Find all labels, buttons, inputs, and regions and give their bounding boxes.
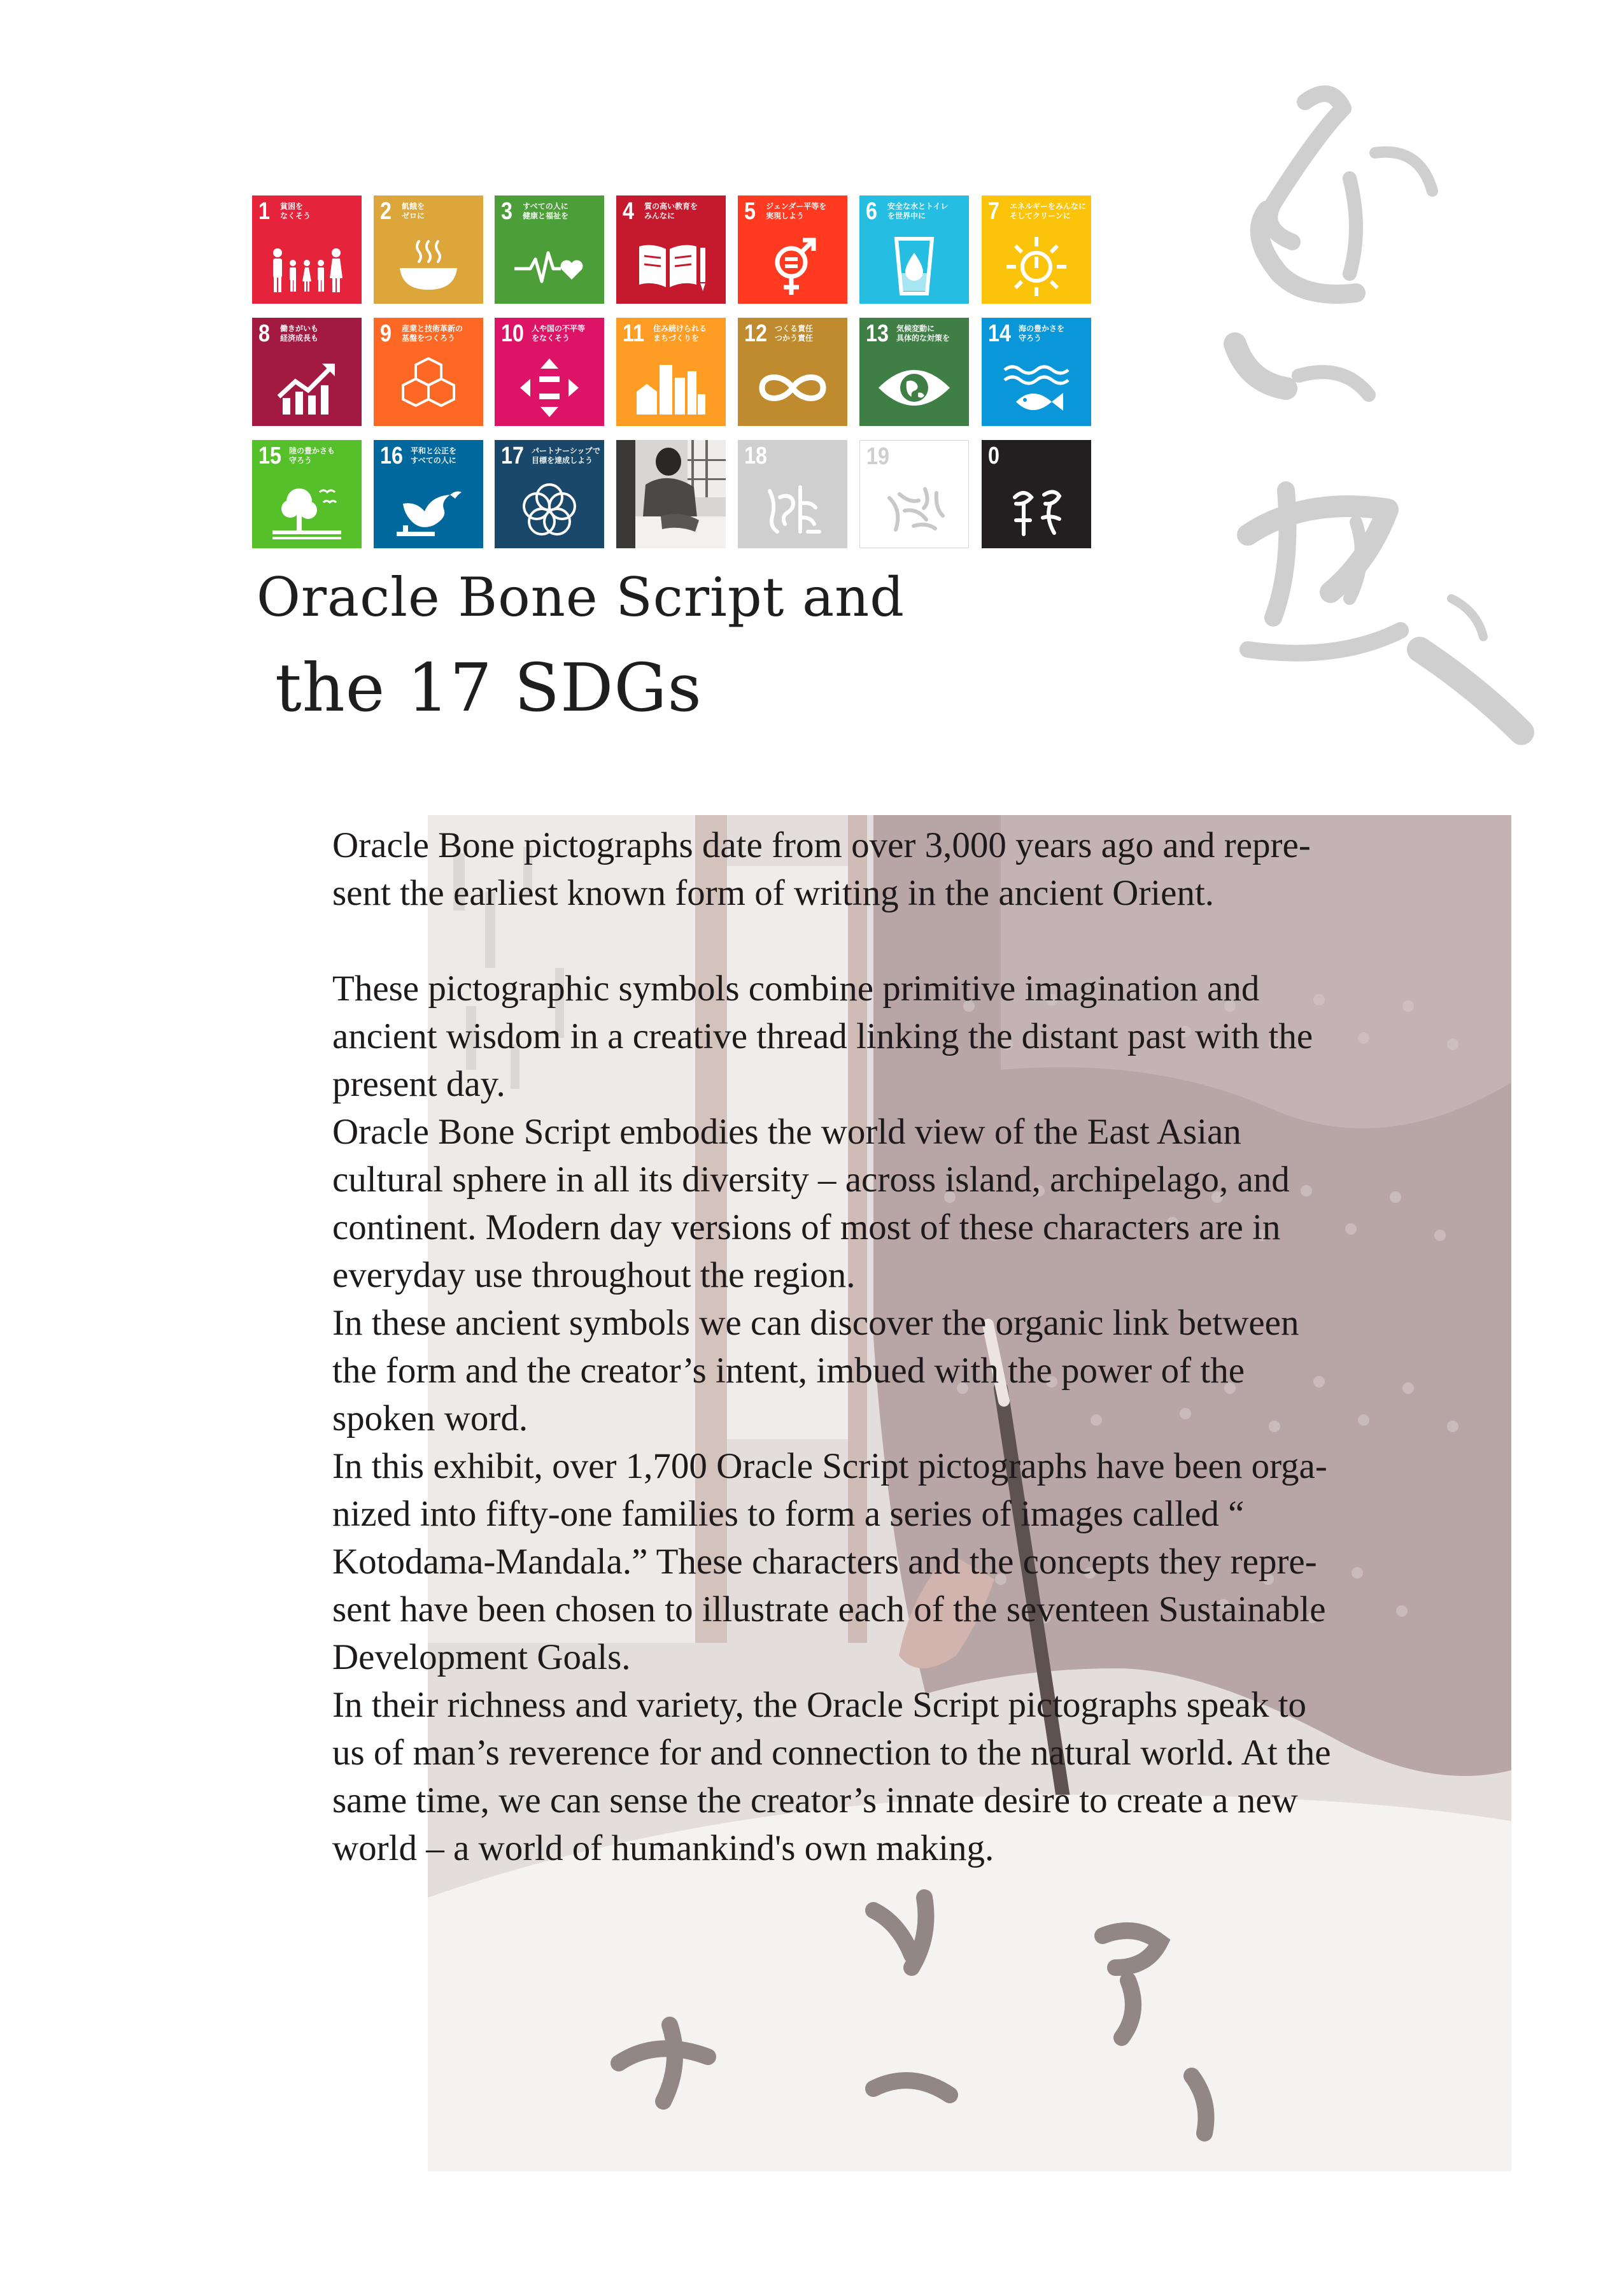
sdg-tile-16: [374, 440, 483, 548]
page-title-line-2: the 17 SDGs: [275, 649, 702, 727]
oracle-glyph-icon: [998, 478, 1075, 542]
sdg-number: 3: [501, 198, 512, 225]
oracle-glyph-icon: [877, 479, 953, 543]
paragraph-world-view: Oracle Bone Script embodies the world view of the East Asian cultural sphere in all its diversity – across island, archipelago, and continent. Modern day versions of most of these characters are in everyday use throughout the region.: [332, 1112, 1290, 1295]
sdg-number: 17: [501, 443, 524, 469]
paragraph-intro: Oracle Bone pictographs date from over 3,000 years ago and repre- sent the earliest known form of writing in the ancient Orient.: [332, 825, 1311, 913]
sdg-number: 13: [866, 320, 889, 347]
sdg-number: 14: [988, 320, 1011, 347]
partnership-rings-icon: [511, 478, 588, 542]
earth-eye-icon: [876, 356, 952, 420]
sdg-number: 12: [744, 320, 767, 347]
sdg-number: 9: [380, 320, 392, 347]
sdg-caption: 平和と公正を すべての人に: [411, 446, 457, 465]
city-buildings-icon: [633, 356, 709, 420]
sdg-icon-grid: [252, 195, 1091, 550]
body-text: [332, 821, 1510, 1872]
oracle-glyph-icon: [754, 478, 831, 542]
calligrapher-photo: [616, 440, 726, 548]
sdg-caption: 人や国の不平等 をなくそう: [532, 324, 586, 343]
cubes-icon: [390, 356, 467, 420]
sdg-number: 2: [380, 198, 392, 225]
sdg-caption: 産業と技術革新の 基盤をつくろう: [402, 324, 463, 343]
sdg-caption: 貧困を なくそう: [280, 202, 311, 220]
bowl-icon: [390, 234, 467, 297]
sdg-caption: つくる責任 つかう責任: [775, 324, 814, 343]
sdg-caption: 陸の豊かさも 守ろう: [289, 446, 335, 465]
sdg-caption: 住み続けられる まちづくりを: [653, 324, 707, 343]
sdg-caption: 質の高い教育を みんなに: [644, 202, 698, 220]
calligraphy-brushwork: [1210, 76, 1541, 770]
sdg-tile-6: [859, 195, 969, 304]
sdg-caption: 気候変動に 具体的な対策を: [896, 324, 950, 343]
sdg-number: 16: [380, 443, 403, 469]
sdg-tile-4: [616, 195, 726, 304]
sdg-tile-12: [738, 318, 847, 426]
sdg-tile-7: [982, 195, 1091, 304]
sdg-caption: ジェンダー平等を 実現しよう: [766, 202, 827, 220]
paragraph-exhibit: In this exhibit, over 1,700 Oracle Script pictographs have been orga- nized into fifty-one families to form a series of images called “ Kotodama-Mandala.” These characters and the concepts they repre- sent have been chosen to illustrate each of the seventeen Sustainable Development Goals.: [332, 1446, 1327, 1677]
dove-gavel-icon: [390, 478, 467, 542]
water-glass-icon: [876, 234, 952, 297]
sdg-number: 5: [744, 198, 756, 225]
sdg-number: 10: [501, 320, 524, 347]
sdg-tile-18: [738, 440, 847, 548]
sdg-number: 1: [258, 198, 270, 225]
sdg-tile-9: [374, 318, 483, 426]
sdg-caption: 安全な水とトイレ を世界中に: [887, 202, 949, 220]
fish-waves-icon: [998, 356, 1075, 420]
sdg-tile-2: [374, 195, 483, 304]
sdg-number: 7: [988, 198, 999, 225]
page-title-line-1: Oracle Bone Script and: [257, 566, 905, 628]
sdg-tile-17: [495, 440, 604, 548]
sdg-number: 8: [258, 320, 270, 347]
sdg-number: 18: [744, 443, 767, 469]
tree-birds-icon: [269, 478, 345, 542]
sdg-caption: 飢餓を ゼロに: [402, 202, 425, 220]
sdg-tile-13: [859, 318, 969, 426]
sdg-tile-19: [859, 440, 969, 548]
paragraph-richness: In their richness and variety, the Oracle Script pictographs speak to us of man’s reverence for and connection to the natural world. At the same time, we can sense the creator’s innate desire to create a new world – a world of humankind's own making.: [332, 1685, 1331, 1868]
infinity-icon: [754, 356, 831, 420]
sdg-number: 19: [866, 443, 889, 470]
sdg-number: 15: [258, 443, 281, 469]
sdg-caption: パートナーシップで 目標を達成しよう: [532, 446, 600, 465]
equality-arrows-icon: [511, 356, 588, 420]
gender-equality-icon: [754, 234, 831, 297]
sdg-caption: すべての人に 健康と福祉を: [523, 202, 569, 220]
family-icon: [269, 234, 345, 297]
heartbeat-icon: [511, 234, 588, 297]
sdg-number: 0: [988, 443, 999, 469]
sdg-number: 4: [623, 198, 634, 225]
sdg-tile-0: [982, 440, 1091, 548]
sdg-tile-14: [982, 318, 1091, 426]
sun-power-icon: [998, 234, 1075, 297]
sdg-caption: 働きがいも 経済成長も: [280, 324, 319, 343]
sdg-tile-8: [252, 318, 362, 426]
sdg-number: 11: [623, 320, 645, 347]
sdg-caption: エネルギーをみんなに そしてクリーンに: [1010, 202, 1087, 220]
sdg-tile-15: [252, 440, 362, 548]
sdg-tile-5: [738, 195, 847, 304]
sdg-tile-10: [495, 318, 604, 426]
sdg-number: 6: [866, 198, 877, 225]
book-pencil-icon: [633, 234, 709, 297]
growth-chart-icon: [269, 356, 345, 420]
sdg-caption: 海の豊かさを 守ろう: [1019, 324, 1065, 343]
paragraph-pictographic-symbols: These pictographic symbols combine primitive imagination and ancient wisdom in a creative thread linking the distant past with the present day.: [332, 969, 1313, 1104]
paragraph-organic-link: In these ancient symbols we can discover the organic link between the form and the creator’s intent, imbued with the power of the spoken word.: [332, 1303, 1299, 1438]
sdg-tile-1: [252, 195, 362, 304]
sdg-tile-11: [616, 318, 726, 426]
sdg-tile-3: [495, 195, 604, 304]
